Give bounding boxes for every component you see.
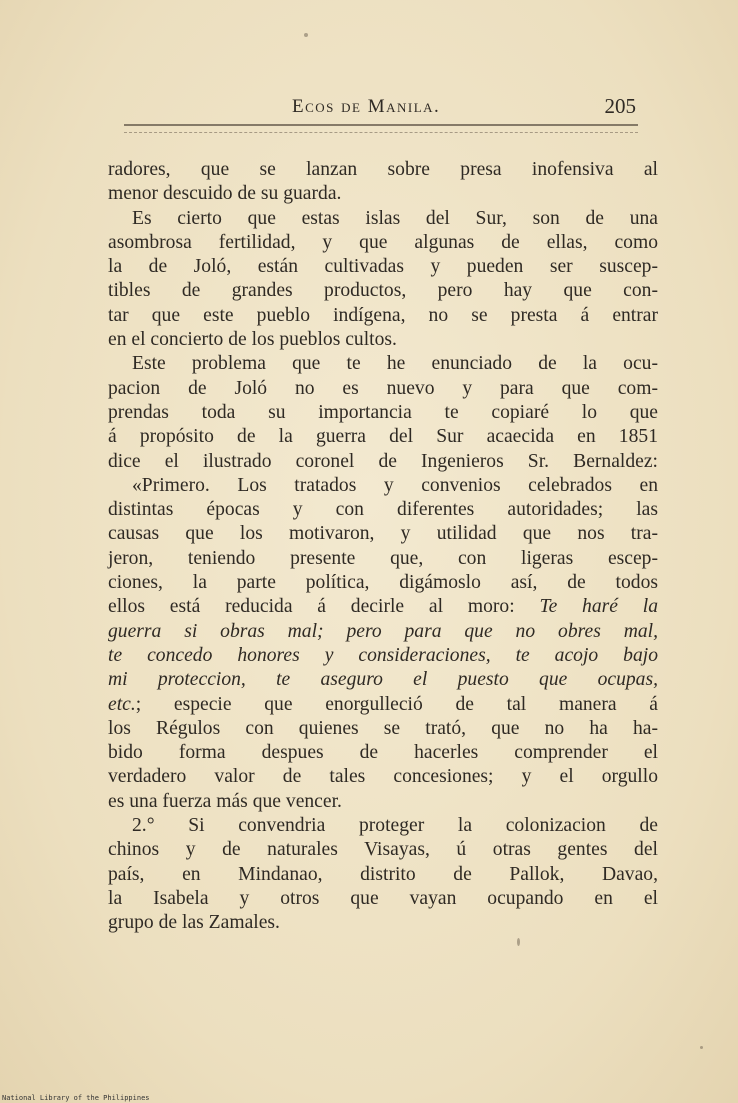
text-line: Es cierto que estas islas del Sur, son de una [132, 207, 658, 229]
text-line [108, 693, 658, 717]
paper-speck [700, 1046, 703, 1049]
body-text [108, 158, 658, 936]
running-title: Ecos de Manila. [292, 96, 441, 117]
footer-credit: National Library of the Philippines [2, 1094, 150, 1102]
text-line: los Régulos con quienes se trató, que no ha ha- [108, 717, 658, 739]
text-line-italic [108, 620, 658, 644]
paper-speck [517, 938, 520, 946]
text-line: jeron, teniendo presente que, con ligeras escep- [108, 547, 658, 569]
text-line: ciones, la parte política, digámoslo así, de todos [108, 572, 658, 594]
text-line: es una fuerza más que vencer. [108, 790, 342, 812]
text-line: «Primero. Los tratados y convenios celebrados en [132, 474, 658, 496]
text-line: país, en Mindanao, distrito de Pallok, Davao, [108, 863, 658, 885]
text-line: asombrosa fertilidad, y que algunas de ellas, como [108, 231, 658, 253]
text-line: grupo de las Zamales. [108, 912, 280, 934]
text-line: pacion de Joló no es nuevo y para que com- [108, 377, 658, 399]
text-line: chinos y de naturales Visayas, ú otras gentes del [108, 839, 658, 861]
text-line-italic [108, 644, 658, 668]
text-line: la de Joló, están cultivadas y pueden ser suscep- [108, 256, 658, 278]
italic-text: te concedo honores y consideraciones, te acojo bajo [108, 644, 658, 666]
text-line: bido forma despues de hacerles comprender el [108, 742, 658, 764]
text-line: distintas épocas y con diferentes autoridades; las [108, 499, 658, 521]
page-header [108, 94, 636, 124]
italic-text: etc. [108, 693, 136, 715]
text-line-roman: ; especie que enorgulleció de tal manera á [135, 693, 658, 715]
page-number: 205 [604, 94, 636, 118]
text-line-roman: ellos está reducida á decirle al moro: [108, 596, 515, 618]
italic-text: guerra si obras mal; pero para que no obres mal, [108, 620, 658, 642]
text-line: Este problema que te he enunciado de la ocu- [132, 353, 658, 375]
text-line: dice el ilustrado coronel de Ingenieros Sr. Bernaldez: [108, 450, 658, 472]
text-line: prendas toda su importancia te copiaré lo que [108, 401, 658, 423]
text-line: tar que este pueblo indígena, no se presta á entrar [108, 304, 658, 326]
text-line: á propósito de la guerra del Sur acaecida en 1851 [108, 426, 658, 448]
text-line [108, 595, 658, 619]
paper-speck [304, 33, 308, 37]
text-line: 2.° Si convendria proteger la colonizacion de [132, 815, 658, 837]
text-line: la Isabela y otros que vayan ocupando en el [108, 887, 658, 909]
header-rule [124, 124, 638, 133]
text-line: tibles de grandes productos, pero hay que con- [108, 280, 658, 302]
text-line-italic: Te haré la [539, 596, 659, 618]
text-line: menor descuido de su guarda. [108, 183, 342, 205]
text-line: verdadero valor de tales concesiones; y el orgullo [108, 766, 658, 788]
text-line: en el concierto de los pueblos cultos. [108, 329, 397, 351]
text-line-italic [108, 668, 658, 692]
italic-text: mi proteccion, te aseguro el puesto que ocupas, [108, 669, 658, 691]
text-line: radores, que se lanzan sobre presa inofensiva al [108, 159, 658, 180]
text-line: causas que los motivaron, y utilidad que nos tra- [108, 523, 658, 545]
